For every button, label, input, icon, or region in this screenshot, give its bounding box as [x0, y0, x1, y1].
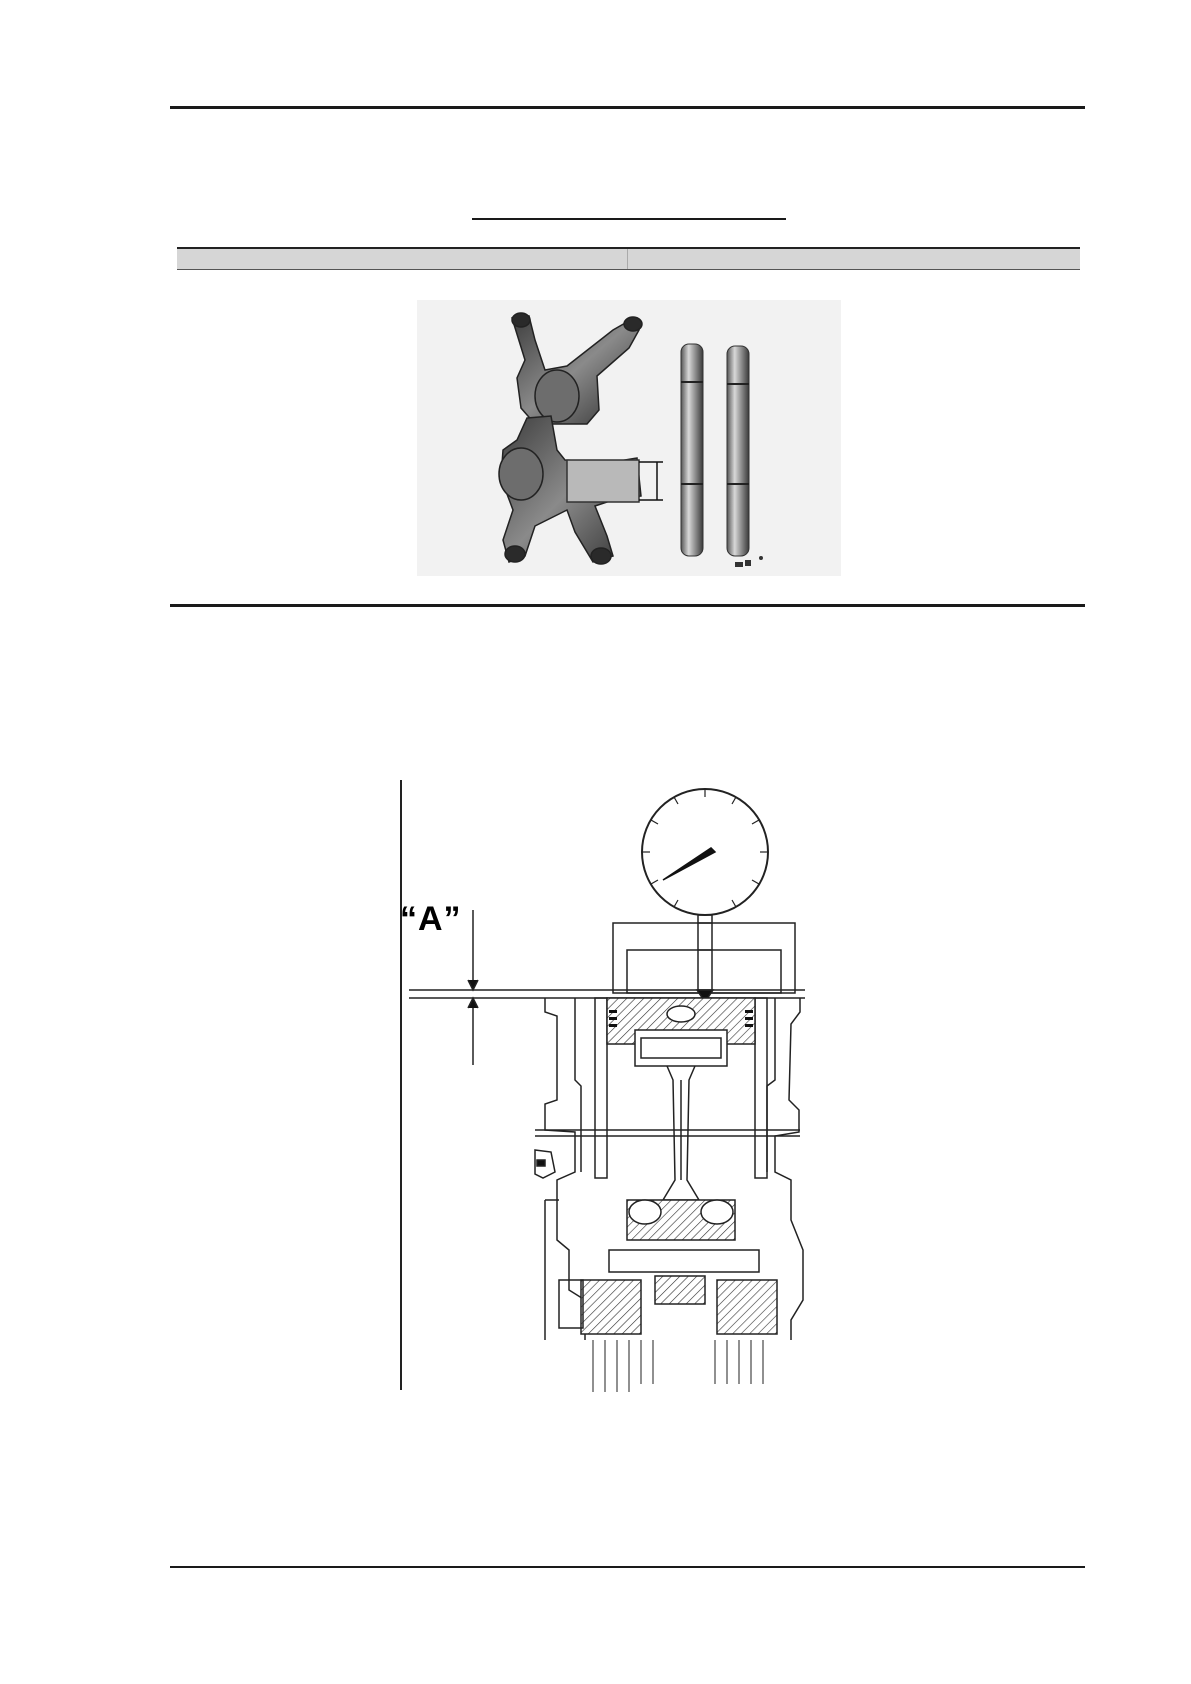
- title-underline: [472, 218, 786, 220]
- dial-needle: [663, 848, 715, 880]
- piston: [607, 998, 755, 1066]
- footer-rule: [170, 1566, 1085, 1568]
- dial-gauge: [642, 789, 768, 923]
- table-header-bar: [177, 247, 1080, 270]
- rocker-shaft-left: [681, 344, 703, 556]
- piston-measurement-drawing: [395, 780, 845, 1402]
- rocker-arms-photo: [417, 300, 841, 576]
- table-header-divider: [627, 249, 628, 269]
- header-rule: [170, 106, 1085, 109]
- section-rule: [170, 604, 1085, 607]
- connecting-rod: [627, 1066, 735, 1240]
- rocker-shaft-right: [727, 346, 749, 556]
- dimension-label-a: “A”: [400, 900, 462, 938]
- crankcase: [535, 1150, 777, 1392]
